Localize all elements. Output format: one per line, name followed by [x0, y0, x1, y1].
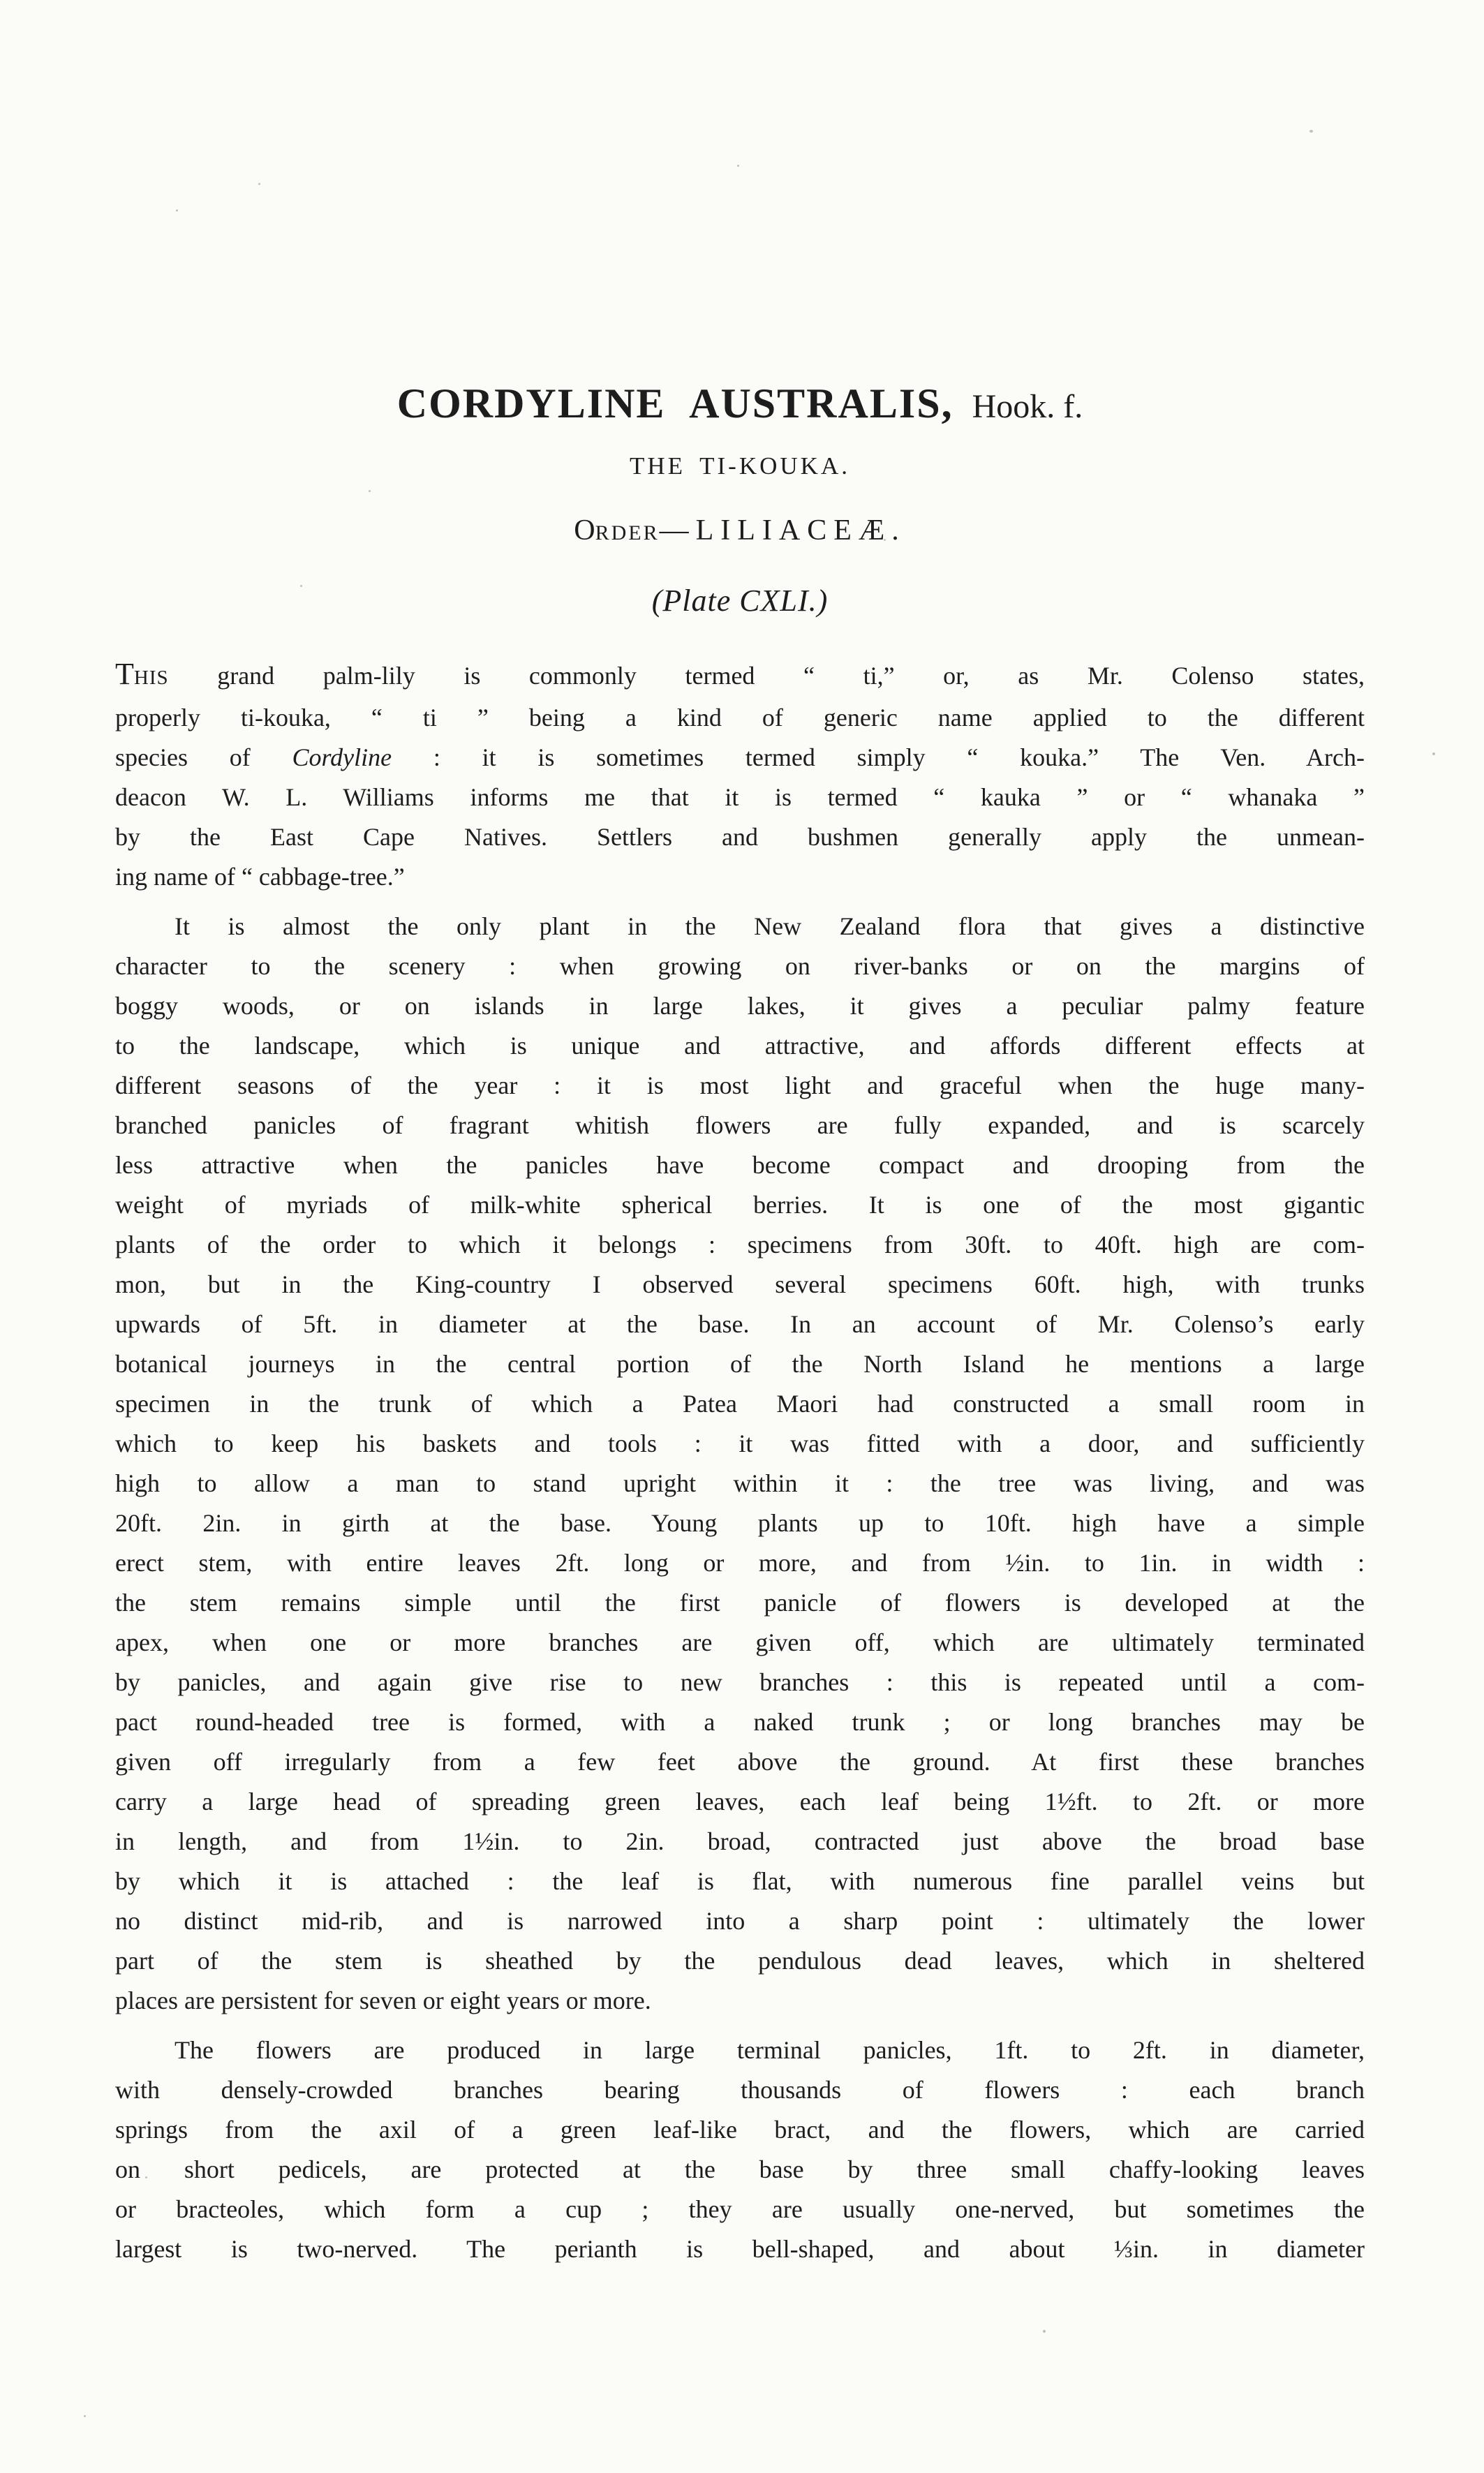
text-line: deacon W. L. Williams informs me that it is termed “ kauka ” or “ whanaka ” — [115, 783, 1365, 811]
text-line: weight of myriads of milk-white spherical berries. It is one of the most gigantic — [115, 1191, 1365, 1219]
text-line: part of the stem is sheathed by the pendulous dead leaves, which in sheltered — [115, 1947, 1365, 1975]
dust-speck — [1043, 2330, 1046, 2333]
body-text — [115, 654, 1365, 2269]
text-line: plants of the order to which it belongs : specimens from 30ft. to 40ft. high are com- — [115, 1231, 1365, 1258]
text-line: properly ti-kouka, “ ti ” being a kind of generic name applied to the different — [115, 704, 1365, 731]
lead-small-caps: HIS — [133, 667, 169, 689]
text-line: pact round-headed tree is formed, with a naked trunk ; or long branches may be — [115, 1708, 1365, 1736]
text-line: largest is two-nerved. The perianth is bell-shaped, and about ⅓in. in diameter — [115, 2235, 1365, 2263]
page-header — [115, 380, 1365, 618]
lead-capital: T — [115, 657, 134, 691]
text-line: by the East Cape Natives. Settlers and bushmen generally apply the unmean- — [115, 823, 1365, 851]
text-line: places are persistent for seven or eight years or more. — [115, 1986, 651, 2014]
paragraph — [115, 907, 1365, 2021]
text-line: specimen in the trunk of which a Patea Maori had constructed a small room in — [115, 1390, 1365, 1418]
dust-speck — [176, 209, 178, 211]
text-line: character to the scenery : when growing on river-banks or on the margins of — [115, 952, 1365, 980]
common-name-subtitle: THE TI-KOUKA. — [630, 452, 850, 480]
text-line: less attractive when the panicles have become compact and drooping from the — [115, 1151, 1365, 1179]
text-line: different seasons of the year : it is most light and graceful when the huge many- — [115, 1071, 1365, 1099]
dust-speck — [1432, 752, 1435, 755]
text-line: 20ft. 2in. in girth at the base. Young plants up to 10ft. high have a simple — [115, 1509, 1365, 1537]
text-line: by panicles, and again give rise to new branches : this is repeated until a com- — [115, 1668, 1365, 1696]
text-line: by which it is attached : the leaf is flat, with numerous fine parallel veins but — [115, 1867, 1365, 1895]
order-line — [115, 516, 1365, 545]
text-line: mon, but in the King-country I observed several specimens 60ft. high, with trunks — [115, 1270, 1365, 1298]
text-line: It is almost the only plant in the New Zealand flora that gives a distinctive — [175, 912, 1365, 940]
text-line: species of Cordyline : it is sometimes termed simply “ kouka.” The Ven. Arch- — [115, 743, 1365, 771]
dust-speck — [1309, 130, 1313, 133]
dust-speck — [258, 183, 260, 185]
text-line: THIS grand palm-lily is commonly termed “ ti,” or, as Mr. Colenso states, — [115, 657, 1365, 691]
text-line: the stem remains simple until the first panicle of flowers is developed at the — [115, 1589, 1365, 1617]
order-word-small-caps: RDER — [595, 521, 660, 544]
text-line: springs from the axil of a green leaf-like bract, and the flowers, which are carried — [115, 2116, 1365, 2144]
species-title — [115, 380, 1365, 426]
text-line: branched panicles of fragrant whitish flowers are fully expanded, and is scarcely — [115, 1111, 1365, 1139]
text-line: on short pedicels, are protected at the base by three small chaffy-looking leaves — [115, 2155, 1365, 2183]
text-line: carry a large head of spreading green leaves, each leaf being 1½ft. to 2ft. or more — [115, 1788, 1365, 1815]
text-line: or bracteoles, which form a cup ; they are usually one-nerved, but sometimes the — [115, 2195, 1365, 2223]
text-line: apex, when one or more branches are given off, which are ultimately terminated — [115, 1628, 1365, 1656]
author-abbreviation: Hook. f. — [972, 388, 1083, 425]
text-line: given off irregularly from a few feet above the ground. At first these branches — [115, 1748, 1365, 1776]
paragraph — [115, 654, 1365, 897]
paragraph — [115, 2030, 1365, 2269]
plate-reference: (Plate CXLI.) — [651, 584, 829, 618]
text-block — [115, 380, 1365, 2269]
text-line: high to allow a man to stand upright within it : the tree was living, and was — [115, 1469, 1365, 1497]
order-family-name: —LILIACEÆ. — [659, 514, 906, 547]
dust-speck — [84, 2415, 86, 2417]
text-line: with densely-crowded branches bearing thousands of flowers : each branch — [115, 2076, 1365, 2104]
order-word-initial: O — [574, 514, 595, 547]
text-line: botanical journeys in the central portion of the North Island he mentions a large — [115, 1350, 1365, 1378]
species-name: CORDYLINE AUSTRALIS, — [396, 380, 954, 426]
text-line: which to keep his baskets and tools : it was fitted with a door, and sufficiently — [115, 1429, 1365, 1457]
text-line: no distinct mid-rib, and is narrowed into a sharp point : ultimately the lower — [115, 1907, 1365, 1935]
text-line: to the landscape, which is unique and attractive, and affords different effects at — [115, 1032, 1365, 1060]
text-line: upwards of 5ft. in diameter at the base. In an account of Mr. Colenso’s early — [115, 1310, 1365, 1338]
text-line: The flowers are produced in large terminal panicles, 1ft. to 2ft. in diameter, — [175, 2036, 1365, 2064]
dust-speck — [737, 165, 739, 167]
text-line: ing name of “ cabbage-tree.” — [115, 863, 405, 891]
text-line: in length, and from 1½in. to 2in. broad, contracted just above the broad base — [115, 1827, 1365, 1855]
text-line: erect stem, with entire leaves 2ft. long or more, and from ½in. to 1in. in width : — [115, 1549, 1365, 1577]
text-line: boggy woods, or on islands in large lakes, it gives a peculiar palmy feature — [115, 992, 1365, 1020]
